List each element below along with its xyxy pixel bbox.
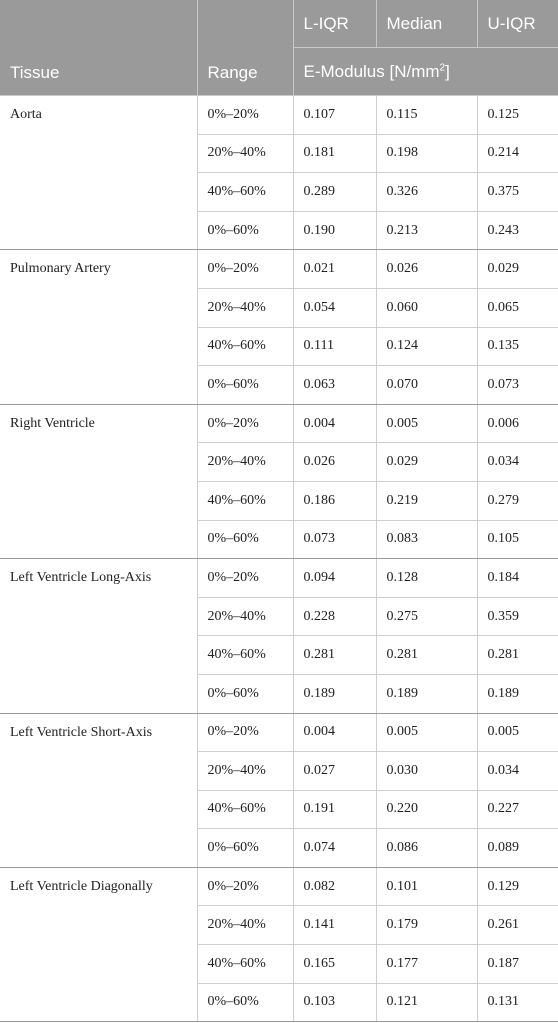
l-iqr-cell: 0.189 [293,674,376,713]
table-row [0,559,558,598]
range-cell: 0%–60% [197,366,293,405]
median-cell: 0.179 [376,906,477,945]
range-cell: 40%–60% [197,327,293,366]
u-iqr-cell: 0.125 [477,96,558,135]
median-cell: 0.128 [376,559,477,598]
l-iqr-cell: 0.073 [293,520,376,559]
l-iqr-cell: 0.181 [293,134,376,173]
header-e-modulus-text: E-Modulus [N/mm [303,61,440,81]
u-iqr-cell: 0.279 [477,481,558,520]
header-median: Median [376,0,477,48]
l-iqr-cell: 0.094 [293,559,376,598]
range-cell: 20%–40% [197,597,293,636]
l-iqr-cell: 0.191 [293,790,376,829]
u-iqr-cell: 0.006 [477,404,558,443]
range-cell: 40%–60% [197,790,293,829]
range-cell: 0%–60% [197,674,293,713]
tissue-cell: Left Ventricle Short-Axis [0,713,197,867]
l-iqr-cell: 0.021 [293,250,376,289]
u-iqr-cell: 0.029 [477,250,558,289]
median-cell: 0.121 [376,983,477,1022]
median-cell: 0.189 [376,674,477,713]
tissue-cell: Pulmonary Artery [0,250,197,404]
header-e-modulus [293,48,558,96]
range-cell: 40%–60% [197,636,293,675]
u-iqr-cell: 0.131 [477,983,558,1022]
table-row [0,250,558,289]
u-iqr-cell: 0.034 [477,443,558,482]
l-iqr-cell: 0.103 [293,983,376,1022]
median-cell: 0.219 [376,481,477,520]
l-iqr-cell: 0.228 [293,597,376,636]
table-header [0,0,558,96]
u-iqr-cell: 0.281 [477,636,558,675]
u-iqr-cell: 0.187 [477,945,558,984]
table-body [0,96,558,1022]
range-cell: 40%–60% [197,481,293,520]
l-iqr-cell: 0.004 [293,713,376,752]
l-iqr-cell: 0.027 [293,752,376,791]
table-row [0,404,558,443]
l-iqr-cell: 0.165 [293,945,376,984]
median-cell: 0.198 [376,134,477,173]
median-cell: 0.101 [376,867,477,906]
range-cell: 20%–40% [197,134,293,173]
median-cell: 0.086 [376,829,477,868]
tissue-cell: Aorta [0,96,197,250]
tissue-cell: Right Ventricle [0,404,197,558]
median-cell: 0.326 [376,173,477,212]
range-cell: 0%–60% [197,829,293,868]
median-cell: 0.220 [376,790,477,829]
range-cell: 0%–20% [197,250,293,289]
u-iqr-cell: 0.129 [477,867,558,906]
median-cell: 0.275 [376,597,477,636]
l-iqr-cell: 0.054 [293,288,376,327]
l-iqr-cell: 0.107 [293,96,376,135]
l-iqr-cell: 0.281 [293,636,376,675]
l-iqr-cell: 0.074 [293,829,376,868]
l-iqr-cell: 0.111 [293,327,376,366]
l-iqr-cell: 0.190 [293,211,376,250]
median-cell: 0.060 [376,288,477,327]
u-iqr-cell: 0.243 [477,211,558,250]
median-cell: 0.124 [376,327,477,366]
median-cell: 0.083 [376,520,477,559]
range-cell: 0%–20% [197,713,293,752]
l-iqr-cell: 0.004 [293,404,376,443]
median-cell: 0.005 [376,404,477,443]
median-cell: 0.005 [376,713,477,752]
u-iqr-cell: 0.073 [477,366,558,405]
u-iqr-cell: 0.214 [477,134,558,173]
l-iqr-cell: 0.141 [293,906,376,945]
tissue-cell: Left Ventricle Diagonally [0,867,197,1021]
median-cell: 0.029 [376,443,477,482]
header-range: Range [197,0,293,96]
range-cell: 0%–20% [197,559,293,598]
range-cell: 0%–60% [197,520,293,559]
range-cell: 0%–20% [197,867,293,906]
range-cell: 0%–20% [197,96,293,135]
l-iqr-cell: 0.063 [293,366,376,405]
u-iqr-cell: 0.135 [477,327,558,366]
range-cell: 20%–40% [197,752,293,791]
range-cell: 40%–60% [197,945,293,984]
range-cell: 40%–60% [197,173,293,212]
header-e-modulus-exponent: 2 [439,61,446,73]
u-iqr-cell: 0.359 [477,597,558,636]
header-tissue: Tissue [0,0,197,96]
table-row [0,713,558,752]
range-cell: 0%–60% [197,983,293,1022]
u-iqr-cell: 0.184 [477,559,558,598]
median-cell: 0.070 [376,366,477,405]
range-cell: 20%–40% [197,288,293,327]
table-row [0,96,558,135]
header-u-iqr: U-IQR [477,0,558,48]
range-cell: 0%–60% [197,211,293,250]
u-iqr-cell: 0.227 [477,790,558,829]
range-cell: 20%–40% [197,906,293,945]
l-iqr-cell: 0.026 [293,443,376,482]
u-iqr-cell: 0.189 [477,674,558,713]
u-iqr-cell: 0.105 [477,520,558,559]
range-cell: 20%–40% [197,443,293,482]
median-cell: 0.030 [376,752,477,791]
u-iqr-cell: 0.034 [477,752,558,791]
median-cell: 0.115 [376,96,477,135]
header-l-iqr: L-IQR [293,0,376,48]
median-cell: 0.281 [376,636,477,675]
median-cell: 0.213 [376,211,477,250]
table-row [0,867,558,906]
l-iqr-cell: 0.186 [293,481,376,520]
u-iqr-cell: 0.089 [477,829,558,868]
tissue-cell: Left Ventricle Long-Axis [0,559,197,713]
header-e-modulus-close: ] [445,61,450,81]
l-iqr-cell: 0.082 [293,867,376,906]
range-cell: 0%–20% [197,404,293,443]
l-iqr-cell: 0.289 [293,173,376,212]
u-iqr-cell: 0.261 [477,906,558,945]
u-iqr-cell: 0.005 [477,713,558,752]
u-iqr-cell: 0.065 [477,288,558,327]
median-cell: 0.177 [376,945,477,984]
u-iqr-cell: 0.375 [477,173,558,212]
median-cell: 0.026 [376,250,477,289]
